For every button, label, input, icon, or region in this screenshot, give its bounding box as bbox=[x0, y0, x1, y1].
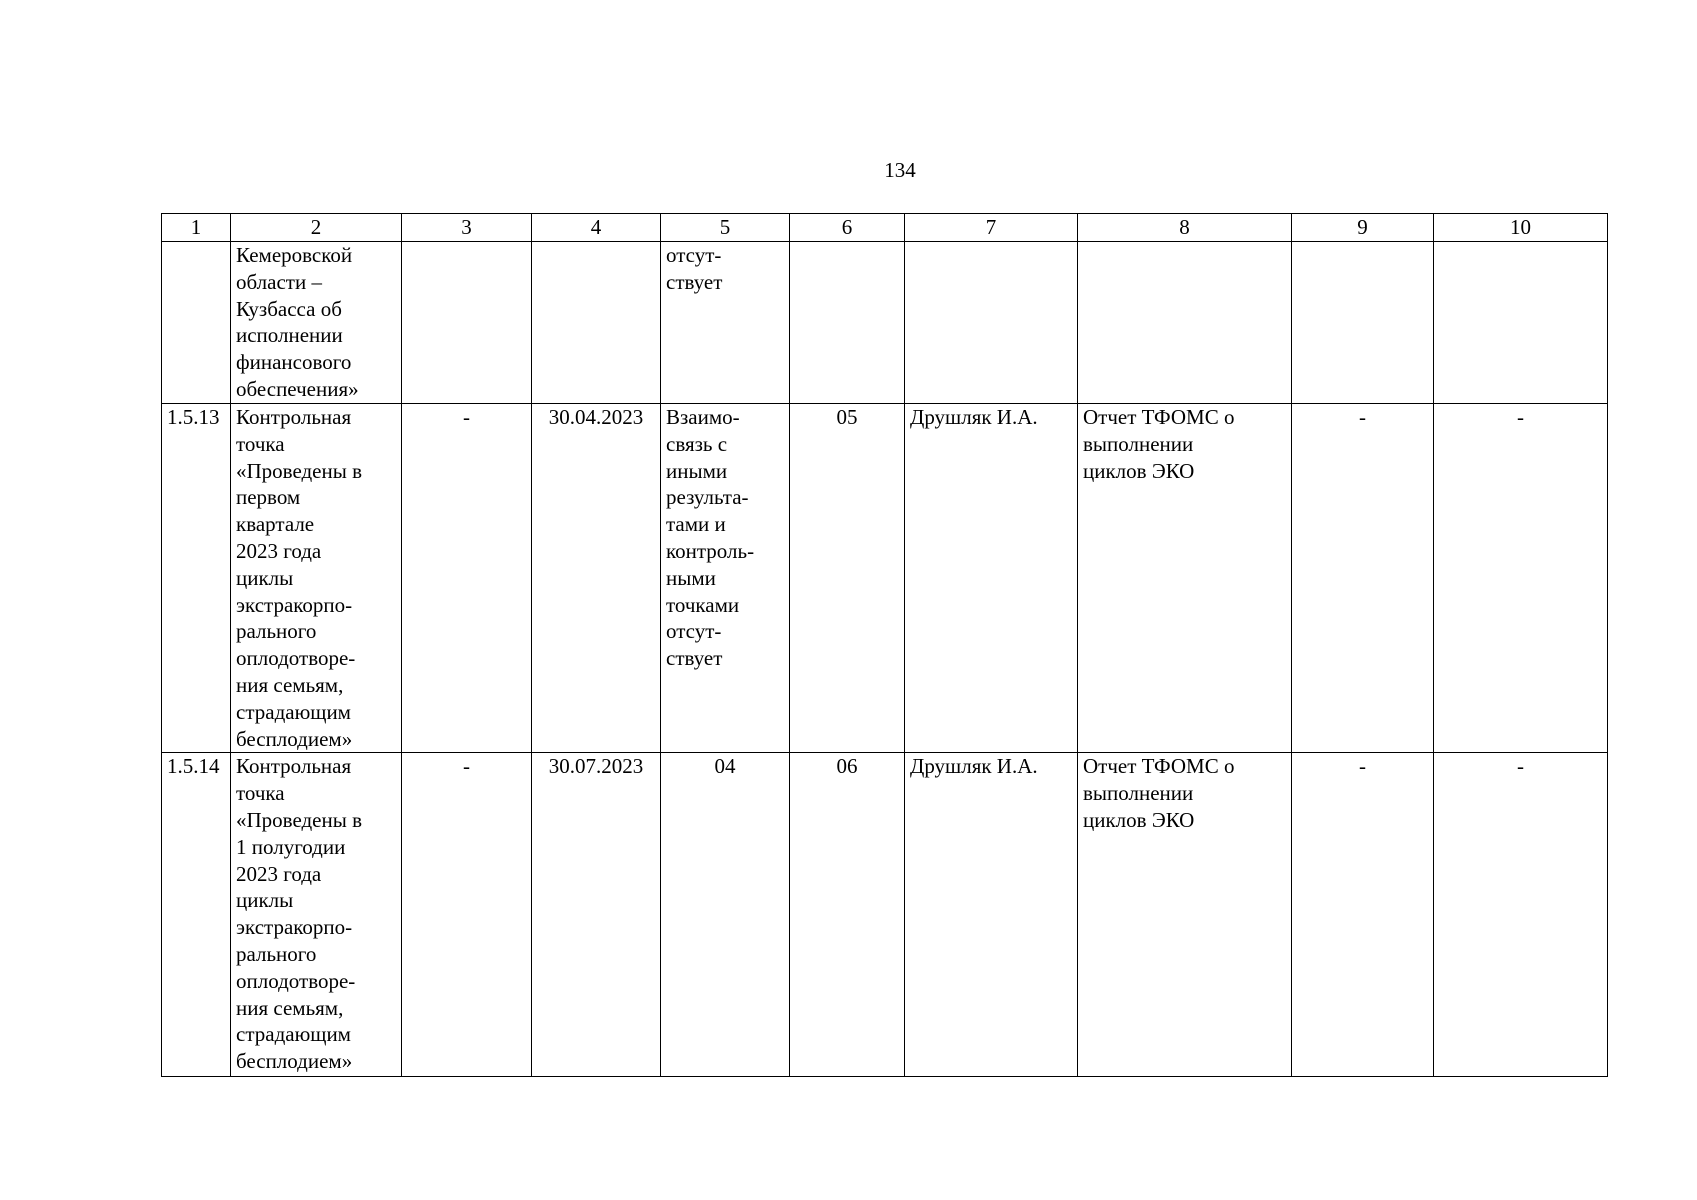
header-cell: 7 bbox=[905, 214, 1078, 242]
responsible-cell: Друшляк И.А. bbox=[905, 753, 1078, 1077]
cell-line: исполнении bbox=[236, 323, 343, 348]
code-cell bbox=[790, 242, 905, 404]
cell-line: рального bbox=[236, 619, 317, 644]
row-number-cell: 1.5.13 bbox=[162, 404, 231, 753]
cell-line: отсут- bbox=[666, 619, 722, 644]
cell-line: рального bbox=[236, 941, 317, 966]
cell-line: циклов ЭКО bbox=[1083, 807, 1195, 832]
cell-line: циклы bbox=[236, 888, 294, 913]
cell-line: экстракорпо- bbox=[236, 592, 353, 617]
code-cell: 05 bbox=[790, 404, 905, 753]
cell-col9: - bbox=[1292, 404, 1434, 753]
cell-line: 1 полугодии bbox=[236, 834, 346, 859]
cell-col9: - bbox=[1292, 753, 1434, 1077]
cell-line: области – bbox=[236, 269, 322, 294]
document-cell bbox=[1078, 242, 1292, 404]
description-cell bbox=[231, 404, 402, 753]
cell-col10: - bbox=[1434, 404, 1608, 753]
cell-line: ния семьям, bbox=[236, 672, 344, 697]
cell-line: «Проведены в bbox=[236, 807, 363, 832]
cell-line: финансового bbox=[236, 350, 352, 375]
cell-line: ствует bbox=[666, 646, 723, 671]
cell-line: ния семьям, bbox=[236, 995, 344, 1020]
cell-line: страдающим bbox=[236, 1022, 351, 1047]
cell-line: точка bbox=[236, 781, 285, 806]
cell-line: выполнении bbox=[1083, 431, 1194, 456]
cell-line: Кузбасса об bbox=[236, 296, 342, 321]
description-cell bbox=[231, 753, 402, 1077]
cell-line: иными bbox=[666, 458, 728, 483]
cell-line: Взаимо- bbox=[666, 405, 740, 429]
table-header-row bbox=[162, 214, 1608, 242]
data-table bbox=[161, 213, 1608, 1077]
relation-cell bbox=[661, 753, 790, 1077]
cell-line: Отчет ТФОМС о bbox=[1083, 754, 1235, 779]
cell-col10 bbox=[1434, 242, 1608, 404]
cell-col10: - bbox=[1434, 753, 1608, 1077]
cell-line: бесплодием» bbox=[236, 1049, 353, 1074]
cell-col9 bbox=[1292, 242, 1434, 404]
cell-line: связь с bbox=[666, 431, 728, 456]
cell-line: первом bbox=[236, 485, 301, 510]
cell-col3: - bbox=[402, 753, 532, 1077]
cell-line: циклы bbox=[236, 565, 294, 590]
header-cell: 2 bbox=[231, 214, 402, 242]
cell-line: экстракорпо- bbox=[236, 915, 353, 940]
table-row bbox=[162, 753, 1608, 1077]
header-cell: 3 bbox=[402, 214, 532, 242]
relation-cell bbox=[661, 404, 790, 753]
cell-line: Контрольная bbox=[236, 405, 352, 429]
date-cell bbox=[532, 242, 661, 404]
row-number-cell bbox=[162, 242, 231, 404]
cell-line: обеспечения» bbox=[236, 376, 359, 401]
document-cell bbox=[1078, 404, 1292, 753]
cell-line: циклов ЭКО bbox=[1083, 458, 1195, 483]
page-number: 134 bbox=[884, 158, 916, 182]
cell-line: ствует bbox=[666, 269, 723, 294]
cell-line: оплодотворе- bbox=[236, 968, 356, 993]
date-cell: 30.07.2023 bbox=[532, 753, 661, 1077]
code-cell: 06 bbox=[790, 753, 905, 1077]
cell-line: квартале bbox=[236, 512, 315, 537]
cell-col3 bbox=[402, 242, 532, 404]
row-number-cell: 1.5.14 bbox=[162, 753, 231, 1077]
cell-line: Кемеровской bbox=[236, 243, 353, 267]
header-cell: 6 bbox=[790, 214, 905, 242]
responsible-cell: Друшляк И.А. bbox=[905, 404, 1078, 753]
date-cell: 30.04.2023 bbox=[532, 404, 661, 753]
cell-line: выполнении bbox=[1083, 781, 1194, 806]
document-cell bbox=[1078, 753, 1292, 1077]
header-cell: 9 bbox=[1292, 214, 1434, 242]
cell-line: страдающим bbox=[236, 699, 351, 724]
cell-line: Контрольная bbox=[236, 754, 352, 779]
cell-line: 2023 года bbox=[236, 538, 322, 563]
cell-col3: - bbox=[402, 404, 532, 753]
cell-line: результа- bbox=[666, 485, 749, 510]
table-row bbox=[162, 242, 1608, 404]
cell-line: точка bbox=[236, 431, 285, 456]
cell-line: 2023 года bbox=[236, 861, 322, 886]
cell-line: контроль- bbox=[666, 538, 755, 563]
cell-line: бесплодием» bbox=[236, 726, 353, 751]
header-cell: 8 bbox=[1078, 214, 1292, 242]
cell-line: 04 bbox=[714, 754, 736, 779]
header-cell: 10 bbox=[1434, 214, 1608, 242]
description-cell bbox=[231, 242, 402, 404]
cell-line: Отчет ТФОМС о bbox=[1083, 405, 1235, 429]
cell-line: точками bbox=[666, 592, 740, 617]
cell-line: отсут- bbox=[666, 243, 722, 267]
cell-line: оплодотворе- bbox=[236, 646, 356, 671]
cell-line: «Проведены в bbox=[236, 458, 363, 483]
table-row bbox=[162, 404, 1608, 753]
responsible-cell bbox=[905, 242, 1078, 404]
cell-line: ными bbox=[666, 565, 716, 590]
cell-line: тами и bbox=[666, 512, 726, 537]
header-cell: 1 bbox=[162, 214, 231, 242]
header-cell: 5 bbox=[661, 214, 790, 242]
relation-cell bbox=[661, 242, 790, 404]
header-cell: 4 bbox=[532, 214, 661, 242]
